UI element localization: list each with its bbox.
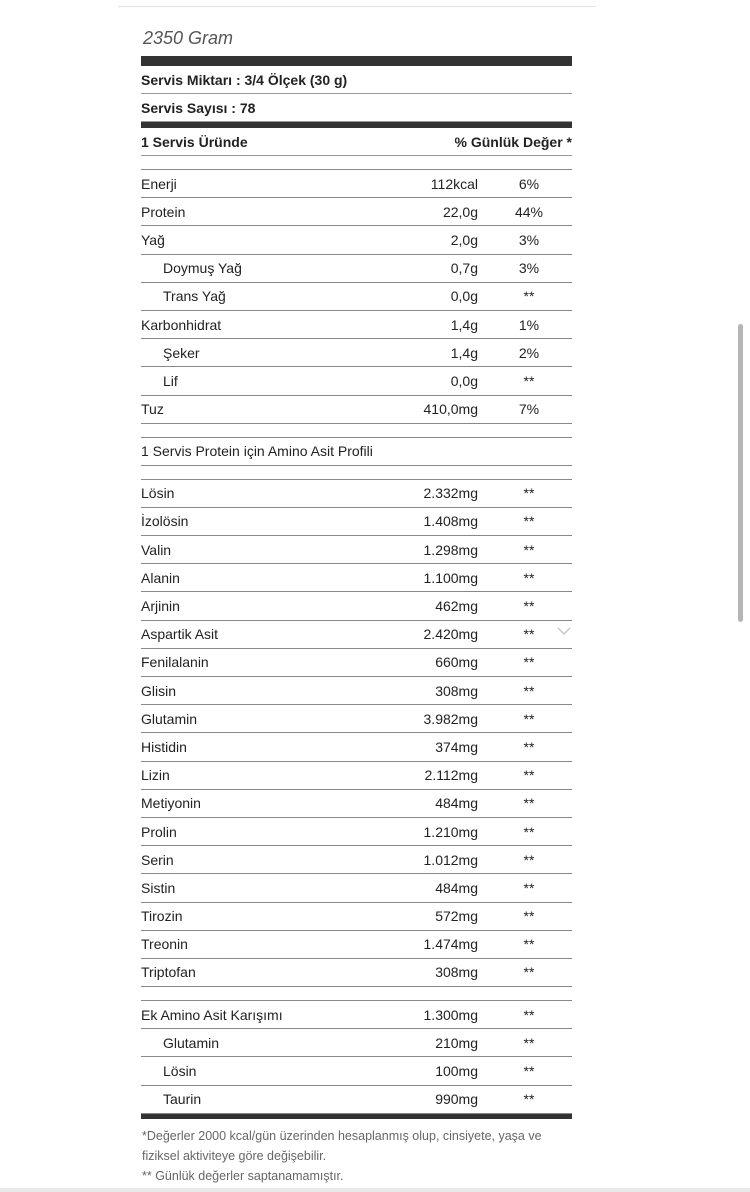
table-row [141,931,572,959]
nutrient-name: Metiyonin [141,795,201,812]
table-row [141,592,572,620]
daily-value: 6% [518,175,540,192]
table-row [141,874,572,902]
spacer [141,424,572,438]
daily-value: ** [523,626,535,643]
nutrient-name: Yağ [141,231,165,248]
per-serving-label: 1 Servis Üründe [141,133,248,150]
daily-value: ** [523,288,535,305]
nutrient-name: Serin [141,851,174,868]
nutrient-amount: 1.012mg [423,851,478,868]
nutrient-amount: 308mg [435,964,478,981]
daily-value: ** [523,682,535,699]
daily-value: ** [523,964,535,981]
table-row [141,705,572,733]
nutrient-name: Glutamin [141,710,198,727]
nutrient-amount: 462mg [435,598,478,615]
nutrient-amount: 112kcal [430,175,478,192]
top-divider [118,6,596,7]
nutrient-name: Lif [163,372,178,389]
table-row [141,255,572,283]
nutrient-amount: 2,0g [450,231,478,248]
daily-value: ** [523,1091,535,1108]
nutrient-name: Tirozin [141,908,183,925]
nutrient-name: Karbonhidrat [141,316,222,333]
daily-value: ** [523,1006,535,1023]
table-row [141,790,572,818]
nutrient-amount: 1,4g [450,316,478,333]
table-row [141,198,572,226]
table-row [141,367,572,395]
nutrient-name: Fenilalanin [141,654,209,671]
daily-value: ** [523,1034,535,1051]
nutrient-amount: 484mg [435,879,478,896]
daily-value: ** [523,795,535,812]
spacer [141,987,572,1001]
nutrient-name: Arjinin [141,598,180,615]
nutrient-amount: 2.112mg [424,767,478,784]
scrollbar-thumb[interactable] [738,324,743,622]
table-row [141,283,572,311]
nutrient-amount: 1.474mg [423,936,478,953]
nutrient-amount: 484mg [435,795,478,812]
daily-value: 2% [518,344,540,361]
nutrient-name: Trans Yağ [163,288,226,305]
nutrient-amount: 3.982mg [423,710,478,727]
nutrient-amount: 2.332mg [423,485,478,502]
nutrient-amount: 374mg [435,738,478,755]
daily-value: ** [523,767,535,784]
daily-value: 3% [518,231,540,248]
daily-value: ** [523,513,535,530]
nutrient-name: Lösin [141,485,175,502]
nutrient-amount: 0,7g [450,260,478,277]
daily-value: ** [523,541,535,558]
nutrient-amount: 1.408mg [423,513,478,530]
table-row [141,508,572,536]
table-row [141,762,572,790]
footnotes [142,1126,582,1186]
thick-divider [141,1114,572,1119]
nutrient-list [141,170,572,424]
daily-value: 3% [518,260,540,277]
table-row [141,396,572,424]
amino-profile-title: 1 Servis Protein için Amino Asit Profili [141,438,572,466]
daily-value: ** [523,851,535,868]
nutrient-name: Aspartik Asit [141,626,219,643]
daily-value: ** [523,879,535,896]
nutrient-amount: 2.420mg [423,626,478,643]
daily-value: 7% [518,401,540,418]
nutrient-name: Lösin [163,1063,197,1080]
table-row [141,1029,572,1057]
spacer [141,466,572,480]
nutrient-amount: 1,4g [450,344,478,361]
thick-divider [141,56,572,66]
daily-value: 1% [518,316,540,333]
daily-value: 44% [514,203,544,220]
extra-amino-blend-list [141,1001,572,1114]
nutrient-name: Protein [141,203,186,220]
spacer [141,156,572,170]
nutrient-amount: 410,0mg [423,401,478,418]
daily-value: ** [523,936,535,953]
table-row [141,903,572,931]
nutrient-name: Histidin [141,738,187,755]
nutrient-name: Tuz [141,401,164,418]
table-row [141,536,572,564]
nutrient-amount: 1.100mg [423,569,478,586]
footnote-undetermined: ** Günlük değerler saptanamamıştır. [142,1169,344,1183]
servings-count: Servis Sayısı : 78 [141,94,572,122]
nutrient-amount: 572mg [435,908,478,925]
table-row [141,339,572,367]
nutrient-amount: 210mg [435,1034,478,1051]
table-row [141,226,572,254]
nutrient-amount: 22,0g [442,203,478,220]
nutrient-amount: 100mg [435,1063,478,1080]
daily-value: ** [523,372,535,389]
table-row [141,818,572,846]
table-row [141,621,572,649]
serving-size: Servis Miktarı : 3/4 Ölçek (30 g) [141,66,572,94]
nutrient-amount: 660mg [435,654,478,671]
table-row [141,311,572,339]
nutrient-amount: 990mg [435,1091,478,1108]
table-row [141,846,572,874]
daily-value: ** [523,654,535,671]
nutrient-name: Lizin [141,767,170,784]
nutrient-name: Sistin [141,879,176,896]
table-row [141,170,572,198]
daily-value: ** [523,569,535,586]
nutrient-amount: 308mg [435,682,478,699]
table-row [141,649,572,677]
daily-value: ** [523,738,535,755]
amino-acid-list [141,480,572,987]
daily-value: ** [523,485,535,502]
nutrient-amount: 0,0g [450,372,478,389]
nutrient-name: Glutamin [163,1034,220,1051]
table-row [141,959,572,987]
table-row [141,733,572,761]
nutrient-amount: 1.298mg [423,541,478,558]
footnote-daily-value: *Değerler 2000 kcal/gün üzerinden hesaplanmış olup, cinsiyete, yaşa ve fiziksel aktiviteye göre değişebilir. [142,1129,542,1163]
nutrient-name: Enerji [141,175,177,192]
table-row [141,480,572,508]
table-row [141,564,572,592]
table-row [141,1086,572,1114]
nutrient-name: Triptofan [141,964,196,981]
bottom-bar [0,1188,750,1192]
product-size: 2350 Gram [143,28,234,48]
daily-value: ** [523,1063,535,1080]
daily-value: ** [523,908,535,925]
column-header [141,128,572,156]
nutrient-name: Alanin [141,569,180,586]
nutrient-amount: 1.210mg [423,823,478,840]
nutrition-facts-table [141,56,572,1119]
nutrient-name: Doymuş Yağ [163,260,242,277]
nutrient-name: Ek Amino Asit Karışımı [141,1006,283,1023]
table-row [141,1001,572,1029]
nutrient-name: Şeker [163,344,200,361]
table-row [141,677,572,705]
nutrient-amount: 0,0g [450,288,478,305]
table-row [141,1057,572,1085]
chevron-down-icon[interactable] [557,624,571,638]
nutrient-name: Glisin [141,682,177,699]
nutrient-name: Taurin [163,1091,202,1108]
daily-value: ** [523,710,535,727]
daily-value-label: % Günlük Değer * [454,133,572,150]
daily-value: ** [523,598,535,615]
nutrient-amount: 1.300mg [423,1006,478,1023]
nutrient-name: Valin [141,541,172,558]
nutrient-name: İzolösin [141,513,189,530]
nutrient-name: Treonin [141,936,188,953]
nutrient-name: Prolin [141,823,177,840]
daily-value: ** [523,823,535,840]
